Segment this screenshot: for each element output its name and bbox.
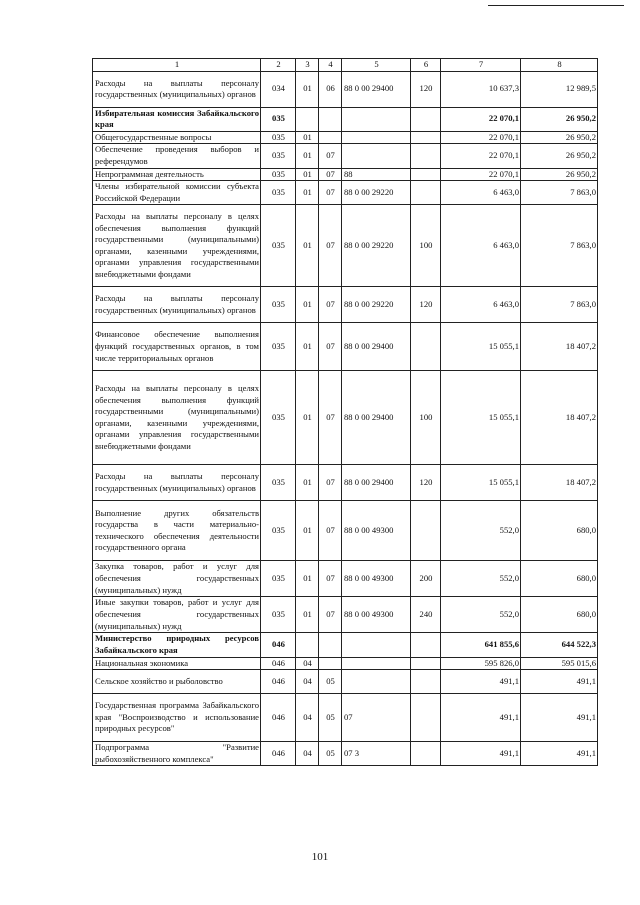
cell-code: 035 bbox=[261, 597, 296, 633]
cell-subsection: 07 bbox=[319, 181, 342, 205]
cell-kind bbox=[411, 670, 441, 694]
cell-name: Члены избирательной комиссии субъекта Российской Федерации bbox=[93, 181, 261, 205]
cell-code: 046 bbox=[261, 633, 296, 657]
cell-section: 04 bbox=[296, 657, 319, 670]
cell-target: 88 bbox=[342, 168, 411, 181]
cell-amount1: 491,1 bbox=[441, 670, 521, 694]
cell-name: Общегосударственные вопросы bbox=[93, 131, 261, 144]
budget-table bbox=[92, 58, 598, 766]
cell-kind bbox=[411, 107, 441, 131]
table-row bbox=[93, 168, 598, 181]
table-row bbox=[93, 694, 598, 742]
cell-name: Расходы на выплаты персоналу государственных (муниципальных) органов bbox=[93, 465, 261, 501]
cell-amount1: 6 463,0 bbox=[441, 181, 521, 205]
cell-section: 01 bbox=[296, 597, 319, 633]
cell-amount1: 22 070,1 bbox=[441, 168, 521, 181]
cell-subsection: 07 bbox=[319, 287, 342, 323]
cell-name: Обеспечение проведения выборов и референдумов bbox=[93, 144, 261, 168]
cell-subsection: 05 bbox=[319, 742, 342, 766]
cell-name: Иные закупки товаров, работ и услуг для обеспечения государственных (муниципальных) нужд bbox=[93, 597, 261, 633]
cell-amount2: 680,0 bbox=[521, 597, 598, 633]
cell-section bbox=[296, 107, 319, 131]
column-header: 4 bbox=[319, 59, 342, 72]
cell-subsection: 07 bbox=[319, 371, 342, 465]
cell-subsection bbox=[319, 633, 342, 657]
cell-name: Национальная экономика bbox=[93, 657, 261, 670]
cell-kind: 200 bbox=[411, 561, 441, 597]
cell-amount1: 552,0 bbox=[441, 561, 521, 597]
table-row bbox=[93, 742, 598, 766]
cell-amount2: 26 950,2 bbox=[521, 144, 598, 168]
cell-target: 07 bbox=[342, 694, 411, 742]
cell-amount1: 22 070,1 bbox=[441, 131, 521, 144]
cell-target: 88 0 00 49300 bbox=[342, 501, 411, 561]
cell-target: 88 0 00 29400 bbox=[342, 371, 411, 465]
table-row bbox=[93, 287, 598, 323]
cell-amount2: 18 407,2 bbox=[521, 465, 598, 501]
cell-name: Подпрограмма "Развитие рыбохозяйственного комплекса" bbox=[93, 742, 261, 766]
cell-name: Финансовое обеспечение выполнения функций государственных органов, в том числе территориальных органов bbox=[93, 323, 261, 371]
cell-amount2: 491,1 bbox=[521, 670, 598, 694]
cell-target bbox=[342, 657, 411, 670]
cell-section: 01 bbox=[296, 168, 319, 181]
cell-section: 04 bbox=[296, 694, 319, 742]
cell-amount1: 552,0 bbox=[441, 597, 521, 633]
cell-amount2: 680,0 bbox=[521, 561, 598, 597]
cell-target: 88 0 00 29400 bbox=[342, 323, 411, 371]
cell-target: 88 0 00 29220 bbox=[342, 181, 411, 205]
cell-kind bbox=[411, 181, 441, 205]
cell-amount2: 7 863,0 bbox=[521, 181, 598, 205]
page-number: 101 bbox=[311, 851, 329, 863]
cell-code: 046 bbox=[261, 670, 296, 694]
cell-code: 035 bbox=[261, 181, 296, 205]
cell-amount1: 22 070,1 bbox=[441, 144, 521, 168]
cell-code: 035 bbox=[261, 131, 296, 144]
cell-subsection bbox=[319, 107, 342, 131]
cell-amount2: 26 950,2 bbox=[521, 168, 598, 181]
table-row bbox=[93, 181, 598, 205]
cell-section: 01 bbox=[296, 131, 319, 144]
cell-section: 01 bbox=[296, 371, 319, 465]
table-row bbox=[93, 597, 598, 633]
cell-amount2: 12 989,5 bbox=[521, 71, 598, 107]
cell-code: 035 bbox=[261, 168, 296, 181]
cell-amount2: 595 015,6 bbox=[521, 657, 598, 670]
cell-name: Сельское хозяйство и рыболовство bbox=[93, 670, 261, 694]
table-row bbox=[93, 131, 598, 144]
cell-target: 88 0 00 29400 bbox=[342, 465, 411, 501]
cell-kind: 120 bbox=[411, 465, 441, 501]
cell-name: Выполнение других обязательств государства в части материально-технического обеспечения деятельности государственного органа bbox=[93, 501, 261, 561]
cell-section: 01 bbox=[296, 561, 319, 597]
cell-kind bbox=[411, 144, 441, 168]
cell-amount1: 491,1 bbox=[441, 694, 521, 742]
cell-section: 01 bbox=[296, 144, 319, 168]
cell-code: 035 bbox=[261, 323, 296, 371]
cell-target bbox=[342, 633, 411, 657]
cell-amount1: 10 637,3 bbox=[441, 71, 521, 107]
cell-amount1: 552,0 bbox=[441, 501, 521, 561]
cell-amount1: 15 055,1 bbox=[441, 465, 521, 501]
table-row bbox=[93, 144, 598, 168]
cell-kind bbox=[411, 323, 441, 371]
cell-code: 046 bbox=[261, 694, 296, 742]
cell-subsection bbox=[319, 657, 342, 670]
cell-target: 88 0 00 29400 bbox=[342, 71, 411, 107]
cell-subsection: 07 bbox=[319, 597, 342, 633]
column-header: 1 bbox=[93, 59, 261, 72]
cell-code: 035 bbox=[261, 287, 296, 323]
cell-amount1: 6 463,0 bbox=[441, 205, 521, 287]
table-row bbox=[93, 501, 598, 561]
cell-code: 046 bbox=[261, 742, 296, 766]
cell-code: 035 bbox=[261, 107, 296, 131]
top-rule bbox=[488, 5, 624, 6]
table-row bbox=[93, 71, 598, 107]
cell-amount2: 491,1 bbox=[521, 742, 598, 766]
table-row bbox=[93, 205, 598, 287]
cell-name: Расходы на выплаты персоналу в целях обеспечения выполнения функций государственными (муниципальными) органами, казенными учреждениями, органами управления государственными внебюджетными фондами bbox=[93, 205, 261, 287]
cell-kind bbox=[411, 742, 441, 766]
cell-target: 88 0 00 49300 bbox=[342, 597, 411, 633]
cell-amount1: 15 055,1 bbox=[441, 371, 521, 465]
cell-amount1: 6 463,0 bbox=[441, 287, 521, 323]
cell-name: Избирательная комиссия Забайкальского края bbox=[93, 107, 261, 131]
cell-amount2: 26 950,2 bbox=[521, 131, 598, 144]
table-row bbox=[93, 323, 598, 371]
cell-section: 01 bbox=[296, 501, 319, 561]
cell-code: 046 bbox=[261, 657, 296, 670]
table-row bbox=[93, 633, 598, 657]
cell-section: 04 bbox=[296, 742, 319, 766]
cell-kind: 100 bbox=[411, 371, 441, 465]
cell-code: 035 bbox=[261, 465, 296, 501]
table-row bbox=[93, 670, 598, 694]
cell-target bbox=[342, 670, 411, 694]
table-row bbox=[93, 371, 598, 465]
column-header: 5 bbox=[342, 59, 411, 72]
cell-amount1: 22 070,1 bbox=[441, 107, 521, 131]
cell-code: 035 bbox=[261, 501, 296, 561]
cell-kind bbox=[411, 501, 441, 561]
column-header: 2 bbox=[261, 59, 296, 72]
cell-name: Закупка товаров, работ и услуг для обеспечения государственных (муниципальных) нужд bbox=[93, 561, 261, 597]
cell-subsection: 05 bbox=[319, 694, 342, 742]
cell-section: 01 bbox=[296, 465, 319, 501]
cell-code: 035 bbox=[261, 371, 296, 465]
cell-section: 04 bbox=[296, 670, 319, 694]
cell-amount2: 7 863,0 bbox=[521, 205, 598, 287]
cell-subsection: 07 bbox=[319, 501, 342, 561]
cell-target bbox=[342, 107, 411, 131]
cell-section: 01 bbox=[296, 71, 319, 107]
cell-target: 88 0 00 29220 bbox=[342, 205, 411, 287]
cell-amount1: 491,1 bbox=[441, 742, 521, 766]
cell-code: 035 bbox=[261, 561, 296, 597]
cell-name: Государственная программа Забайкальского края "Воспроизводство и использование природных ресурсов" bbox=[93, 694, 261, 742]
cell-amount2: 18 407,2 bbox=[521, 371, 598, 465]
cell-section: 01 bbox=[296, 323, 319, 371]
cell-kind bbox=[411, 131, 441, 144]
cell-section: 01 bbox=[296, 205, 319, 287]
cell-amount1: 15 055,1 bbox=[441, 323, 521, 371]
table-row bbox=[93, 465, 598, 501]
cell-section: 01 bbox=[296, 287, 319, 323]
cell-code: 035 bbox=[261, 205, 296, 287]
cell-target: 07 3 bbox=[342, 742, 411, 766]
table-body bbox=[93, 71, 598, 766]
cell-amount2: 7 863,0 bbox=[521, 287, 598, 323]
table-row bbox=[93, 561, 598, 597]
cell-subsection: 05 bbox=[319, 670, 342, 694]
cell-kind bbox=[411, 657, 441, 670]
cell-amount2: 18 407,2 bbox=[521, 323, 598, 371]
cell-name: Расходы на выплаты персоналу государственных (муниципальных) органов bbox=[93, 71, 261, 107]
cell-kind: 120 bbox=[411, 71, 441, 107]
cell-kind: 240 bbox=[411, 597, 441, 633]
cell-subsection: 06 bbox=[319, 71, 342, 107]
table-row bbox=[93, 657, 598, 670]
cell-code: 034 bbox=[261, 71, 296, 107]
cell-subsection: 07 bbox=[319, 561, 342, 597]
cell-target: 88 0 00 49300 bbox=[342, 561, 411, 597]
cell-name: Непрограммная деятельность bbox=[93, 168, 261, 181]
cell-section: 01 bbox=[296, 181, 319, 205]
cell-subsection: 07 bbox=[319, 168, 342, 181]
cell-kind: 100 bbox=[411, 205, 441, 287]
cell-amount2: 26 950,2 bbox=[521, 107, 598, 131]
table-row bbox=[93, 107, 598, 131]
cell-name: Министерство природных ресурсов Забайкальского края bbox=[93, 633, 261, 657]
cell-subsection bbox=[319, 131, 342, 144]
column-header: 8 bbox=[521, 59, 598, 72]
column-header: 6 bbox=[411, 59, 441, 72]
cell-amount2: 680,0 bbox=[521, 501, 598, 561]
cell-subsection: 07 bbox=[319, 323, 342, 371]
cell-subsection: 07 bbox=[319, 465, 342, 501]
cell-target: 88 0 00 29220 bbox=[342, 287, 411, 323]
cell-target bbox=[342, 144, 411, 168]
column-number-row bbox=[93, 59, 598, 72]
cell-kind: 120 bbox=[411, 287, 441, 323]
cell-kind bbox=[411, 633, 441, 657]
cell-kind bbox=[411, 694, 441, 742]
cell-name: Расходы на выплаты персоналу государственных (муниципальных) органов bbox=[93, 287, 261, 323]
cell-subsection: 07 bbox=[319, 205, 342, 287]
cell-amount2: 491,1 bbox=[521, 694, 598, 742]
cell-subsection: 07 bbox=[319, 144, 342, 168]
cell-amount1: 641 855,6 bbox=[441, 633, 521, 657]
column-header: 3 bbox=[296, 59, 319, 72]
cell-target bbox=[342, 131, 411, 144]
cell-name: Расходы на выплаты персоналу в целях обеспечения выполнения функций государственными (муниципальными) органами, казенными учреждениями, органами управления государственными внебюджетными фондами bbox=[93, 371, 261, 465]
cell-amount1: 595 826,0 bbox=[441, 657, 521, 670]
cell-kind bbox=[411, 168, 441, 181]
cell-section bbox=[296, 633, 319, 657]
cell-code: 035 bbox=[261, 144, 296, 168]
column-header: 7 bbox=[441, 59, 521, 72]
cell-amount2: 644 522,3 bbox=[521, 633, 598, 657]
